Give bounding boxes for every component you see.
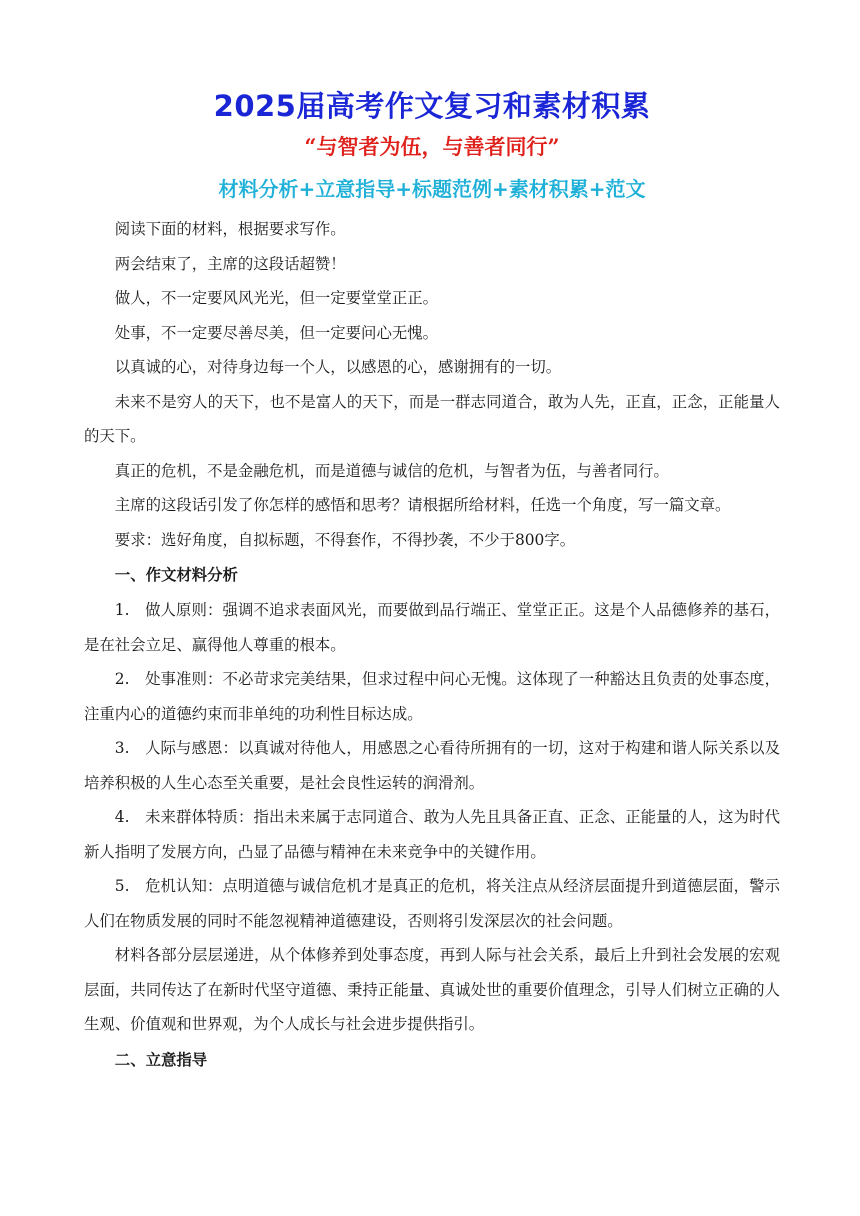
- prompt-line: 真正的危机，不是金融危机，而是道德与诚信的危机，与智者为伍，与善者同行。: [114, 461, 669, 480]
- document-title: 2025届高考作文复习和素材积累: [213, 89, 651, 123]
- analysis-item: 1. 做人原则：强调不追求表面风光，而要做到品行端正、堂堂正正。这是个人品德修养的基石，是在社会立足、赢得他人尊重的根本。: [84, 601, 780, 654]
- analysis-summary: 材料各部分层层递进，从个体修养到处事态度，再到人际与社会关系，最后上升到社会发展的宏观层面，共同传达了在新时代坚守道德、秉持正能量、真诚处世的重要价值理念，引导人们树立正确的人生观、价值观和世界观，为个人成长与社会进步提供指引。: [84, 946, 780, 1033]
- prompt-line: 两会结束了，主席的这段话超赞！: [114, 254, 346, 273]
- prompt-requirement: 要求：选好角度，自拟标题，不得套作，不得抄袭，不少于800字。: [114, 530, 576, 549]
- prompt-intro: 阅读下面的材料，根据要求写作。: [114, 220, 346, 238]
- section-heading-theme: 二、立意指导: [114, 1050, 208, 1069]
- prompt-question: 主席的这段话引发了你怎样的感悟和思考？请根据所给材料，任选一个角度，写一篇文章。: [114, 496, 731, 514]
- prompt-line: 做人，不一定要风风光光，但一定要堂堂正正。: [114, 289, 439, 307]
- analysis-item: 3. 人际与感恩：以真诚对待他人，用感恩之心看待所拥有的一切，这对于构建和谐人际关系以及培养积极的人生心态至关重要，是社会良性运转的润滑剂。: [84, 739, 780, 792]
- section-heading-analysis: 一、作文材料分析: [114, 566, 238, 584]
- document-tagline: 材料分析+立意指导+标题范例+素材积累+范文: [218, 177, 646, 201]
- document-subtitle: “与智者为伍，与善者同行”: [304, 134, 560, 159]
- document-body: [84, 212, 780, 1078]
- prompt-line: 未来不是穷人的天下，也不是富人的天下，而是一群志同道合，敢为人先，正直，正念，正能量人的天下。: [84, 392, 780, 445]
- analysis-item: 5. 危机认知：点明道德与诚信危机才是真正的危机，将关注点从经济层面提升到道德层面，警示人们在物质发展的同时不能忽视精神道德建设，否则将引发深层次的社会问题。: [84, 877, 780, 930]
- analysis-item: 2. 处事准则：不必苛求完美结果，但求过程中问心无愧。这体现了一种豁达且负责的处事态度，注重内心的道德约束而非单纯的功利性目标达成。: [84, 670, 780, 723]
- analysis-item: 4. 未来群体特质：指出未来属于志同道合、敢为人先且具备正直、正念、正能量的人，这为时代新人指明了发展方向，凸显了品德与精神在未来竞争中的关键作用。: [84, 808, 780, 861]
- prompt-line: 处事，不一定要尽善尽美，但一定要问心无愧。: [114, 323, 439, 342]
- prompt-line: 以真诚的心，对待身边每一个人，以感恩的心，感谢拥有的一切。: [114, 358, 562, 376]
